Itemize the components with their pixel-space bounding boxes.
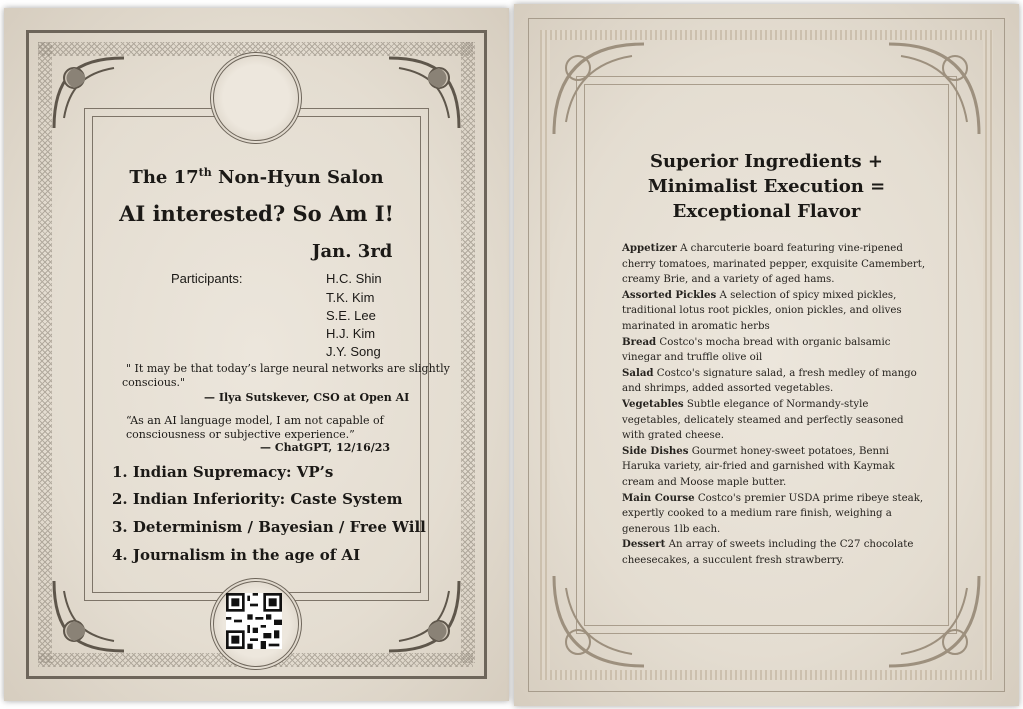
course-description: Gourmet honey-sweet potatoes, Benni Haruka variety, air-fried and garnished with Kaymak cream and Moose maple butter.	[622, 445, 895, 488]
scroll-ornament-icon	[44, 48, 134, 138]
course-name: Main Course	[622, 491, 695, 504]
menu-heading-line: Minimalist Execution =	[647, 176, 886, 197]
participant-name: H.C. Shin	[326, 271, 382, 286]
event-date: Jan. 3rd	[312, 241, 393, 262]
qr-code-icon[interactable]	[226, 593, 282, 649]
topic-item: 4. Journalism in the age of AI	[112, 546, 361, 564]
menu-item-salad	[622, 366, 927, 397]
scroll-ornament-icon	[879, 34, 989, 144]
menu-list	[622, 241, 927, 568]
course-name: Vegetables	[622, 397, 684, 410]
participant-name: T.K. Kim	[326, 290, 375, 305]
menu-heading-line: Superior Ingredients +	[650, 151, 883, 172]
participants-label: Participants:	[171, 271, 243, 286]
scroll-ornament-icon	[544, 566, 654, 676]
quote-sutskever-line2: conscious."	[122, 376, 186, 389]
invitation-card	[4, 8, 509, 701]
menu-item-side-dishes	[622, 444, 927, 491]
topic-item: 1. Indian Supremacy: VP’s	[112, 463, 334, 481]
course-description: A selection of spicy mixed pickles, traditional lotus root pickles, onion pickles, and olives marinated in aromatic herbs	[622, 289, 902, 332]
course-name: Dessert	[622, 538, 666, 551]
menu-item-pickles	[622, 288, 927, 335]
course-description: Costco's premier USDA prime ribeye steak, expertly cooked to a medium rare finish, weighing a generous 1lb each.	[622, 492, 924, 535]
topic-item: 3. Determinism / Bayesian / Free Will	[112, 518, 426, 536]
course-description: A charcuterie board featuring vine-ripened cherry tomatoes, marinated pepper, exquisite Camembert, creamy Brie, and a variety of aged hams.	[622, 243, 926, 286]
menu-heading	[514, 149, 1019, 224]
quote-chatgpt-line1: “As an AI language model, I am not capable of	[126, 414, 384, 427]
menu-card	[514, 4, 1019, 706]
quote-sutskever-attribution: — Ilya Sutskever, CSO at Open AI	[204, 391, 410, 404]
course-description: Costco's mocha bread with organic balsamic vinegar and truffle olive oil	[622, 336, 891, 364]
salon-subtitle: AI interested? So Am I!	[119, 201, 394, 226]
scroll-ornament-icon	[379, 571, 469, 661]
course-name: Appetizer	[622, 242, 677, 254]
quote-chatgpt-line2: consciousness or subjective experience.”	[126, 428, 355, 441]
quote-chatgpt-attribution: — ChatGPT, 12/16/23	[260, 441, 391, 454]
course-name: Assorted Pickles	[622, 288, 717, 301]
menu-item-main-course	[622, 491, 927, 538]
participant-name: J.Y. Song	[326, 344, 381, 359]
medallion-icon	[210, 52, 302, 144]
course-description: Costco's signature salad, a fresh medley of mango and shrimps, added assorted vegetables.	[622, 367, 917, 395]
menu-heading-line: Exceptional Flavor	[672, 201, 861, 222]
participant-name: S.E. Lee	[326, 308, 376, 323]
topic-item: 2. Indian Inferiority: Caste System	[112, 490, 403, 508]
menu-item-vegetables	[622, 397, 927, 444]
menu-item-bread	[622, 335, 927, 366]
scroll-ornament-icon	[879, 566, 989, 676]
menu-item-appetizer	[622, 241, 927, 288]
course-name: Salad	[622, 366, 654, 379]
salon-title: The 17th Non-Hyun Salon	[129, 166, 384, 188]
course-description: An array of sweets including the C27 chocolate cheesecakes, a succulent fresh strawberry.	[622, 539, 914, 566]
course-description: Subtle elegance of Normandy-style vegetables, delicately steamed and perfectly seasoned with grated cheese.	[622, 398, 904, 442]
scroll-ornament-icon	[44, 571, 134, 661]
menu-item-dessert	[622, 537, 927, 568]
participant-name: H.J. Kim	[326, 326, 376, 341]
quote-sutskever-line1: " It may be that today’s large neural networks are slightly	[126, 362, 450, 375]
course-name: Side Dishes	[622, 444, 689, 457]
scroll-ornament-icon	[379, 48, 469, 138]
course-name: Bread	[622, 335, 657, 348]
scroll-ornament-icon	[544, 34, 654, 144]
